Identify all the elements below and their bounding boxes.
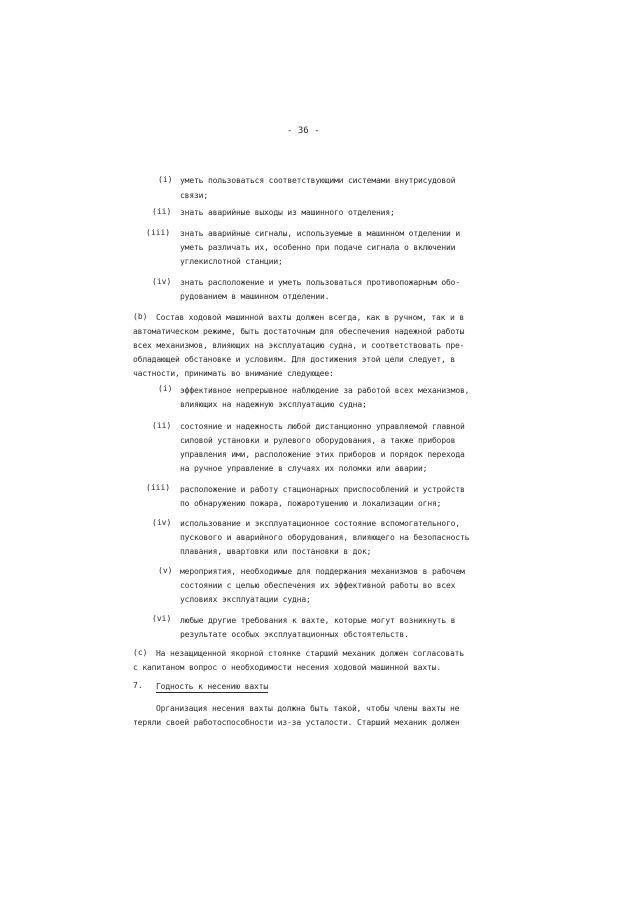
item-label: (iii) <box>146 228 171 237</box>
item-text-line: знать расположение и уметь пользоваться противопожарным обо- <box>180 278 460 287</box>
item-text-line: уметь пользоваться соответствующими системами внутрисудовой <box>180 176 456 185</box>
item-label: (vi) <box>152 614 172 623</box>
item-label: (i) <box>158 384 173 393</box>
paragraph-text-line: Организация несения вахты должна быть такой, чтобы члены вахты не <box>156 704 460 713</box>
item-text-line: расположение и работу стационарных приспособлений и устройств <box>180 485 465 494</box>
item-text-line: мероприятия, необходимые для поддержания механизмов в рабочем <box>180 567 465 576</box>
item-text-line: результате особых эксплуатационных обстоятельств. <box>180 630 409 639</box>
paragraph-text-line: обладающей обстановке и условиям. Для достижения этой цели следует, в <box>133 355 455 364</box>
section-heading-text: Годность к несению вахты <box>156 682 268 691</box>
item-text-line: связи; <box>180 191 208 200</box>
paragraph-text-line: На незащищенной якорной стоянке старший механик должен согласовать <box>156 649 464 658</box>
section-number: 7. <box>133 681 143 690</box>
paragraph-text-line: теряли своей работоспособности из-за усталости. Старший механик должен <box>133 718 460 727</box>
item-text-line: уметь различать их, особенно при подаче сигнала о включении <box>180 243 456 252</box>
item-text-line: управления ими, расположение этих приборов и порядок перехода <box>180 450 465 459</box>
item-text-line: условиях эксплуатации судна; <box>180 595 311 604</box>
page-number: - 36 - <box>287 126 320 136</box>
item-text-line: любые другие требования к вахте, которые могут возникнуть в <box>180 616 456 625</box>
item-text-line: по обнаружению пожара, пожаротушению и локализации огня; <box>180 499 442 508</box>
item-label: (v) <box>158 566 173 575</box>
item-text-line: эффективное непрерывное наблюдение за работой всех механизмов, <box>180 386 470 395</box>
item-text-line: знать аварийные выходы из машинного отделения; <box>180 208 395 217</box>
paragraph-text-line: всех механизмов, влияющих на эксплуатацию судна, и соответствовать пре- <box>133 341 465 350</box>
item-label: (iv) <box>152 277 172 286</box>
item-text-line: плавания, швартовки или постановки в док; <box>180 547 372 556</box>
item-text-line: силовой установки и рулевого оборудования, а также приборов <box>180 436 456 445</box>
item-label: (iv) <box>152 518 172 527</box>
paragraph-label: (b) <box>133 312 148 321</box>
item-label: (i) <box>158 175 173 184</box>
item-text-line: знать аварийные сигналы, используемые в машинном отделении и <box>180 229 460 238</box>
item-label: (iii) <box>146 483 171 492</box>
paragraph-text-line: с капитаном вопрос о необходимости несения ходовой машинной вахты. <box>133 663 441 672</box>
item-text-line: пускового и аварийного оборудования, влияющего на безопасность <box>180 533 470 542</box>
item-label: (ii) <box>152 421 172 430</box>
item-text-line: состоянии с целью обеспечения их эффективной работы во всех <box>180 581 456 590</box>
paragraph-text-line: частности, принимать во внимание следующее: <box>133 369 334 378</box>
item-text-line: использование и эксплуатационное состояние вспомогательного, <box>180 519 460 528</box>
section-heading <box>156 682 268 692</box>
item-text-line: влияющих на надежную эксплуатацию судна; <box>180 400 367 409</box>
item-text-line: рудованием в машинном отделении. <box>180 292 330 301</box>
paragraph-text-line: автоматическом режиме, быть достаточным для обеспечения надежной работы <box>133 327 465 336</box>
item-text-line: состояние и надежность любой дистанционно управляемой главной <box>180 422 465 431</box>
item-label: (ii) <box>152 207 172 216</box>
paragraph-label: (c) <box>133 648 148 657</box>
item-text-line: на ручное управление в случаях их поломки или аварии; <box>180 464 428 473</box>
item-text-line: углекислотной станции; <box>180 257 283 266</box>
paragraph-text-line: Состав ходовой машинной вахты должен всегда, как в ручном, так и в <box>156 313 464 322</box>
